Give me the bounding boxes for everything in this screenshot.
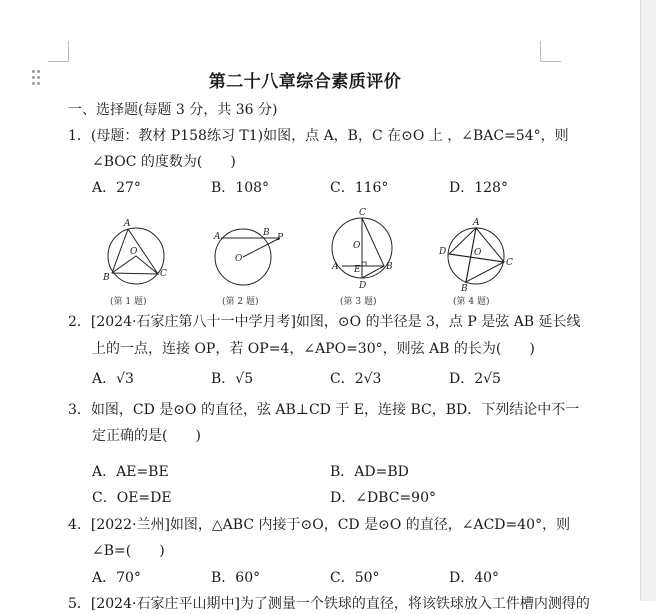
caption-3: (第 3 题) bbox=[340, 297, 377, 307]
fig2-label-b: B bbox=[263, 228, 270, 238]
fig2-label-o: O bbox=[235, 254, 243, 264]
fig1-label-b: B bbox=[103, 273, 110, 283]
figure-3 bbox=[326, 206, 396, 292]
q2-line1: 2．[2024·石家庄第八十一中学月考]如图，⊙O 的半径是 3，点 P 是弦 AB 延长线 bbox=[68, 314, 581, 330]
fig4-label-a: A bbox=[473, 218, 480, 228]
fig3-label-o: O bbox=[353, 241, 361, 251]
fig2-label-a: A bbox=[214, 232, 221, 242]
q2-line2: 上的一点，连接 OP，若 OP=4，∠APO=30°，则弦 AB 的长为( ) bbox=[92, 341, 535, 357]
fig4-label-c: C bbox=[506, 258, 513, 268]
q1-line1: 1．(母题：教材 P158练习 T1)如图，点 A，B，C 在⊙O 上 ，∠BAC=54°，则 bbox=[68, 128, 569, 144]
fig4-label-d: D bbox=[439, 247, 447, 257]
fig3-label-d: D bbox=[359, 281, 367, 291]
crop-mark-top-left bbox=[48, 41, 69, 62]
right-scroll-gutter[interactable] bbox=[640, 0, 656, 601]
fig2-label-p: P bbox=[277, 233, 284, 243]
fig1-label-c: C bbox=[160, 269, 167, 279]
fig3-label-c: C bbox=[359, 208, 366, 218]
q1-option-a: A．27° bbox=[92, 180, 141, 196]
q5-line1: 5．[2024·石家庄平山期中]为了测量一个铁球的直径，将该铁球放入工件槽内测得的 bbox=[68, 596, 590, 612]
crop-mark-top-right bbox=[540, 41, 561, 62]
q4-option-c: C．50° bbox=[330, 570, 380, 586]
q4-option-d: D．40° bbox=[449, 570, 500, 586]
fig4-label-o: O bbox=[474, 248, 482, 258]
q3-option-d: D．∠DBC=90° bbox=[330, 490, 436, 506]
section-heading: 一、选择题(每题 3 分，共 36 分) bbox=[68, 102, 278, 118]
q4-option-b: B．60° bbox=[211, 570, 261, 586]
q3-option-a: A．AE=BE bbox=[92, 464, 169, 480]
q3-option-c: C．OE=DE bbox=[92, 490, 172, 506]
q3-line1: 3．如图，CD 是⊙O 的直径，弦 AB⊥CD 于 E，连接 BC，BD．下列结论中不一 bbox=[68, 402, 580, 418]
q4-option-a: A．70° bbox=[92, 570, 141, 586]
fig3-label-b: B bbox=[386, 262, 393, 272]
q4-line1: 4．[2022·兰州]如图，△ABC 内接于⊙O，CD 是⊙O 的直径，∠ACD=40°，则 bbox=[68, 517, 571, 533]
caption-4: (第 4 题) bbox=[453, 297, 490, 307]
q2-option-d: D．2√5 bbox=[449, 371, 501, 387]
q2-option-a: A．√3 bbox=[92, 371, 134, 387]
fig1-label-o: O bbox=[130, 247, 138, 257]
caption-2: (第 2 题) bbox=[222, 297, 259, 307]
fig3-label-a: A bbox=[332, 262, 339, 272]
figure-1 bbox=[98, 212, 178, 292]
fig1-label-a: A bbox=[124, 219, 131, 229]
figure-2 bbox=[206, 212, 298, 292]
q3-line2: 定正确的是( ) bbox=[92, 428, 201, 444]
q1-line2: ∠BOC 的度数为( ) bbox=[92, 154, 236, 170]
fig4-label-b: B bbox=[461, 284, 468, 292]
q1-option-c: C．116° bbox=[330, 180, 389, 196]
q1-option-b: B．108° bbox=[211, 180, 270, 196]
page-title: 第二十八章综合素质评价 bbox=[208, 72, 402, 92]
fig3-label-e: E bbox=[354, 265, 361, 275]
q2-option-b: B．√5 bbox=[211, 371, 254, 387]
q2-option-c: C．2√3 bbox=[330, 371, 382, 387]
q3-option-b: B．AD=BD bbox=[330, 464, 409, 480]
q1-option-d: D．128° bbox=[449, 180, 508, 196]
q4-line2: ∠B=( ) bbox=[92, 543, 165, 559]
caption-1: (第 1 题) bbox=[110, 297, 147, 307]
figure-4 bbox=[436, 214, 516, 292]
